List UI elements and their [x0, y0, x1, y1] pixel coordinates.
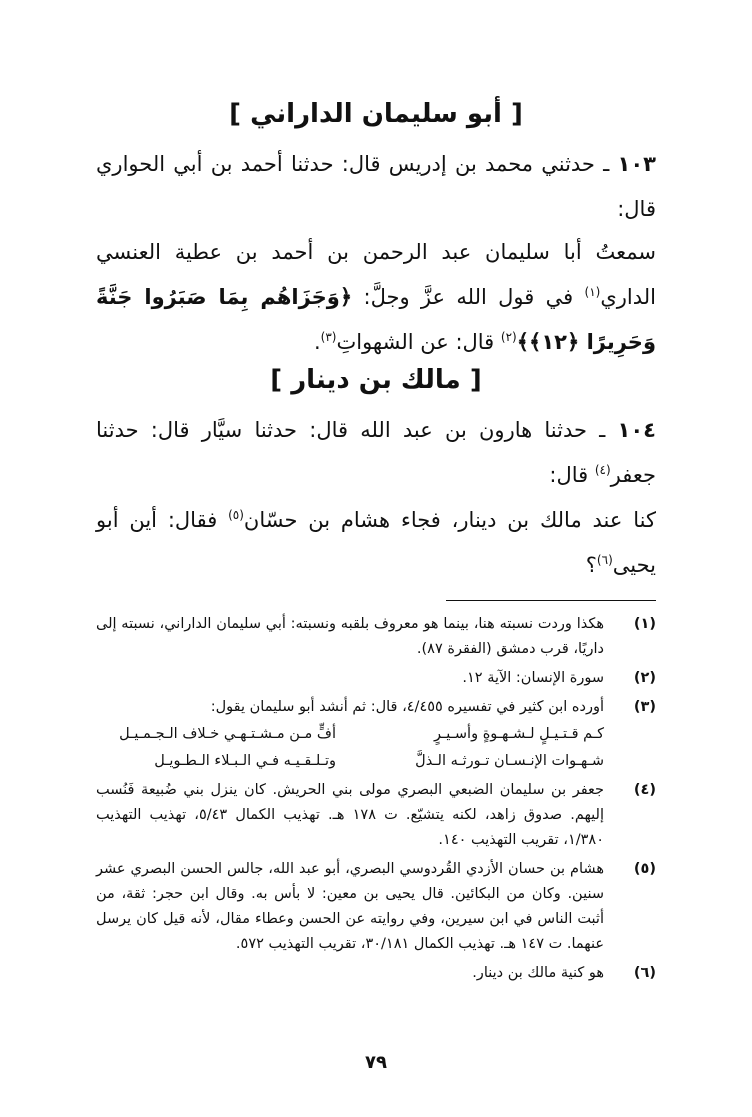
verse-hemistich: أفٍّ مـن مـشـتـهـي خـلاف الـجـمـيـل — [119, 726, 336, 742]
footnote-number: (٦) — [633, 965, 656, 981]
footnote-text: أورده ابن كثير في تفسيره ٤/٤٥٥، قال: ثم أنشد أبو سليمان يقول: — [210, 699, 604, 715]
footnote-ref: (٤) — [594, 463, 611, 477]
verse-hemistich: وتـلـقـيـه فـي الـبـلاء الـطـويـل — [154, 753, 336, 769]
footnote-text: هكذا وردت نسبته هنا، بينما هو معروف بلقبه ونسبته: أبي سليمان الداراني، نسبته إلى داريًا، قرب دمشق (الفقرة ٨٧). — [96, 616, 604, 657]
page-number: ٧٩ — [365, 1052, 387, 1073]
footnote-text: هشام بن حسان الأزدي القُردوسي البصري، أبو عبد الله، جالس الحسن البصري عشر سنين. وكان من البكائين. قال يحيى بن معين: لا بأس به. وقال ابن حجر: ثقة، من أثبت الناس في ابن سيرين، وفي روايته عن الحسن وعطاء مقال، لأنه قيل كان يرسل عنهما. ت ١٤٧ هـ. تهذيب الكمال ٣٠/١٨١، تقريب التهذيب ٥٧٢. — [96, 861, 604, 952]
footnote-item — [96, 857, 656, 957]
report-103-intro — [96, 142, 656, 232]
footnote-number: (٥) — [633, 861, 656, 877]
footnote-divider — [446, 600, 656, 601]
report-text: سمعتُ أبا سليمان عبد الرحمن بن أحمد بن عطية العنسي الداري — [96, 240, 656, 309]
report-number: ١٠٣ — [617, 152, 656, 176]
footnote-text: جعفر بن سليمان الضبعي البصري مولى بني الحريش. كان ينزل بني ضُبيعة فَنُسب إليهم. صدوق زاهد، لكنه يتشيّع. ت ١٧٨ هـ. تهذيب الكمال ٥/٤٣، تهذيب التهذيب ١/٣٨٠، تقريب التهذيب ١٤٠. — [96, 782, 604, 848]
report-text: ؟ — [585, 553, 597, 577]
poem-verse — [96, 722, 604, 747]
footnotes — [96, 612, 656, 990]
report-text: ـ حدثنا هارون بن عبد الله قال: حدثنا سيَّار قال: حدثنا جعفر — [96, 418, 656, 487]
report-text: كنا عند مالك بن دينار، فجاء هشام بن حسّان — [243, 508, 656, 532]
book-page — [96, 0, 656, 1117]
footnote-number: (٤) — [633, 782, 656, 798]
report-104-intro — [96, 408, 656, 498]
report-104-body — [96, 498, 656, 588]
poem-verse — [96, 749, 604, 774]
report-text: ـ حدثني محمد بن إدريس قال: حدثنا أحمد بن أبي الحواري قال: — [96, 152, 656, 221]
footnote-item — [96, 778, 656, 853]
footnote-text: هو كنية مالك بن دينار. — [472, 965, 604, 981]
report-text: قال: — [549, 463, 595, 487]
footnote-ref: (٢) — [500, 330, 517, 344]
footnote-item — [96, 612, 656, 662]
footnote-number: (٣) — [633, 699, 656, 715]
footnote-item — [96, 695, 656, 774]
footnote-ref: (٦) — [596, 553, 613, 567]
footnote-ref: (٥) — [228, 508, 244, 522]
footnote-number: (٢) — [633, 670, 656, 686]
report-text: قال: عن الشهواتِ — [336, 330, 501, 354]
section-heading-abu-sulayman: [ أبو سليمان الداراني ] — [229, 99, 523, 129]
footnote-ref: (٣) — [320, 330, 337, 344]
verse-hemistich: شـهـوات الإنـسـان تـورثـه الـذلَّ — [415, 753, 604, 769]
section-heading-malik: [ مالك بن دينار ] — [270, 365, 482, 395]
footnote-body — [96, 695, 604, 774]
verse-hemistich: كـم قـتـيـلٍ لـشـهـوةٍ وأسـيـرٍ — [434, 726, 604, 742]
footnote-number: (١) — [633, 616, 656, 632]
report-text: . — [313, 330, 321, 354]
report-text: فقال: أين أبو يحيى — [96, 508, 656, 577]
report-text: في قول الله عزَّ وجلَّ: — [352, 285, 585, 309]
report-103-body — [96, 230, 656, 365]
footnote-ref: (١) — [584, 285, 601, 299]
footnote-item — [96, 666, 656, 691]
quran-verse: ﴿وَجَزَاهُم بِمَا صَبَرُوا جَنَّةً وَحَرِيرًا ﴿١٢﴾﴾ — [96, 285, 656, 354]
footnote-text: سورة الإنسان: الآية ١٢. — [462, 670, 604, 686]
report-number: ١٠٤ — [617, 418, 656, 442]
footnote-item — [96, 961, 656, 986]
